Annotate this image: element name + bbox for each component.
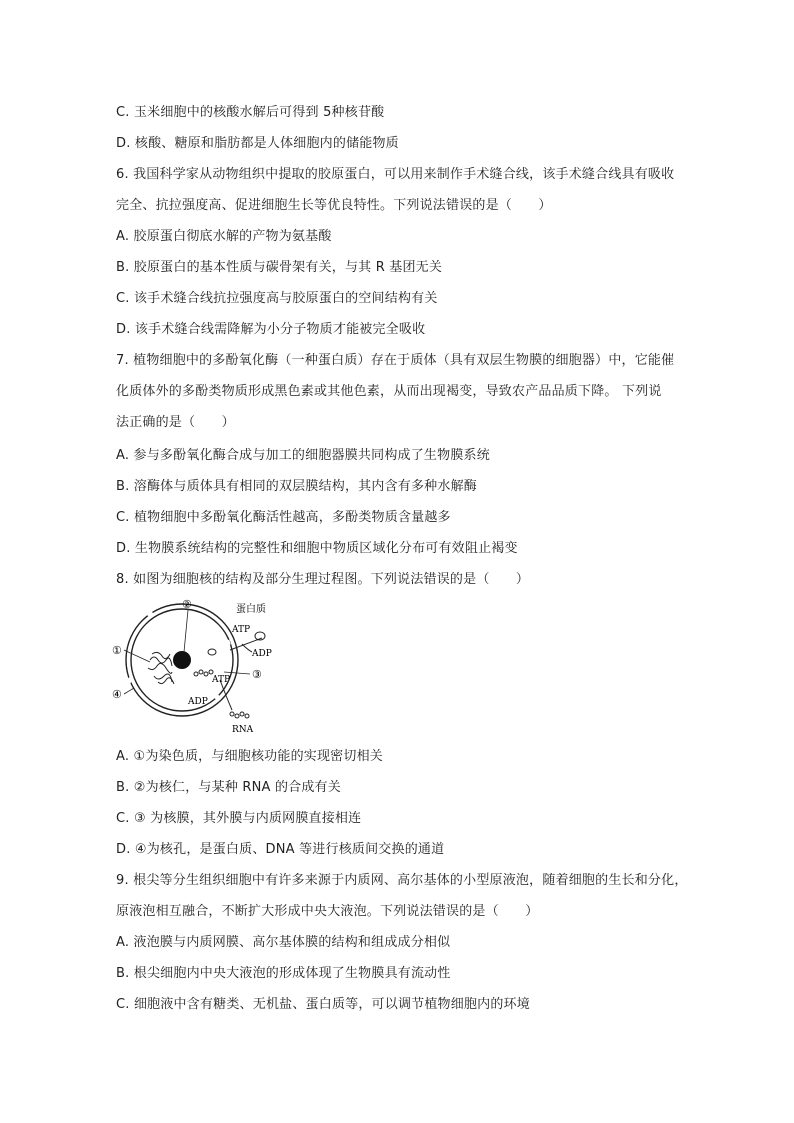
q7-option-d: D. 生物膜系统结构的完整性和细胞中物质区域化分布可有效阻止褐变 <box>116 541 518 556</box>
q5-option-c: C. 玉米细胞中的核酸水解后可得到 5种核苷酸 <box>116 105 385 120</box>
q7-option-a: A. 参与多酚氧化酶合成与加工的细胞器膜共同构成了生物膜系统 <box>116 448 490 463</box>
q6-option-b: B. 胶原蛋白的基本性质与碳骨架有关，与其 R 基团无关 <box>116 260 443 275</box>
nuclear-pore <box>216 696 220 700</box>
q8-stem: 8. 如图为细胞核的结构及部分生理过程图。下列说法错误的是（ ） <box>116 572 530 587</box>
atp-top-label: ATP <box>232 625 251 635</box>
q8-option-a: A. ①为染色质，与细胞核功能的实现密切相关 <box>116 749 383 764</box>
label-1: ① <box>112 644 122 657</box>
atp-bottom-label: ATP <box>212 675 231 685</box>
q8-option-d: D. ④为核孔，是蛋白质、DNA 等进行核质间交换的通道 <box>116 842 445 857</box>
q5-option-d: D. 核酸、糖原和脂肪都是人体细胞内的储能物质 <box>116 136 399 151</box>
label-4: ④ <box>112 688 122 701</box>
q8-option-b: B. ②为核仁，与某种 RNA 的合成有关 <box>116 780 341 795</box>
q7-option-b: B. 溶酶体与质体具有相同的双层膜结构，其内含有多种水解酶 <box>116 479 477 494</box>
nucleus-diagram <box>112 598 288 738</box>
q7-stem-line2: 化质体外的多酚类物质形成黑色素或其他色素，从而出现褐变，导致农产品品质下降。 下列说 <box>116 384 662 399</box>
nuclear-pore <box>224 642 230 644</box>
chromatin <box>148 652 174 684</box>
q9-stem-line1: 9. 根尖等分生组织细胞中有许多来源于内质网、高尔基体的小型原液泡，随着细胞的生长和分化， <box>116 873 688 888</box>
protein-particle <box>208 649 216 655</box>
adp-bottom-label: ADP <box>188 697 208 707</box>
nuclear-pore <box>128 678 132 682</box>
rna-label: RNA <box>232 725 254 735</box>
label-3: ③ <box>252 668 262 681</box>
label-2: ② <box>182 598 192 611</box>
q6-option-a: A. 胶原蛋白彻底水解的产物为氨基酸 <box>116 229 332 244</box>
q6-stem-line2: 完全、抗拉强度高、促进细胞生长等优良特性。下列说法错误的是（ ） <box>116 198 552 213</box>
q7-stem-line3: 法正确的是（ ） <box>116 415 235 430</box>
protein-label: 蛋白质 <box>236 604 266 615</box>
q6-stem-line1: 6. 我国科学家从动物组织中提取的胶原蛋白，可以用来制作手术缝合线，该手术缝合线具有吸收 <box>116 167 675 182</box>
nuclear-pore <box>148 612 152 616</box>
q9-stem-line2: 原液泡相互融合，不断扩大形成中央大液泡。下列说法错误的是（ ） <box>116 904 539 919</box>
nucleolus <box>173 651 191 669</box>
q9-option-a: A. 液泡膜与内质网膜、高尔基体膜的结构和组成成分相似 <box>116 935 451 950</box>
q9-option-c: C. 细胞液中含有糖类、无机盐、蛋白质等，可以调节植物细胞内的环境 <box>116 997 530 1012</box>
q7-stem-line1: 7. 植物细胞中的多酚氧化酶（一种蛋白质）存在于质体（具有双层生物膜的细胞器）中，它能催 <box>116 353 675 368</box>
q7-option-c: C. 植物细胞中多酚氧化酶活性越高，多酚类物质含量越多 <box>116 510 451 525</box>
q6-option-d: D. 该手术缝合线需降解为小分子物质才能被完全吸收 <box>116 322 426 337</box>
q8-option-c: C. ③ 为核膜，其外膜与内质网膜直接相连 <box>116 811 362 826</box>
q6-option-c: C. 该手术缝合线抗拉强度高与胶原蛋白的空间结构有关 <box>116 291 438 306</box>
adp-top-label: ADP <box>252 649 272 659</box>
adp-return-arrow <box>242 644 252 652</box>
q9-option-b: B. 根尖细胞内中央大液泡的形成体现了生物膜具有流动性 <box>116 966 451 981</box>
